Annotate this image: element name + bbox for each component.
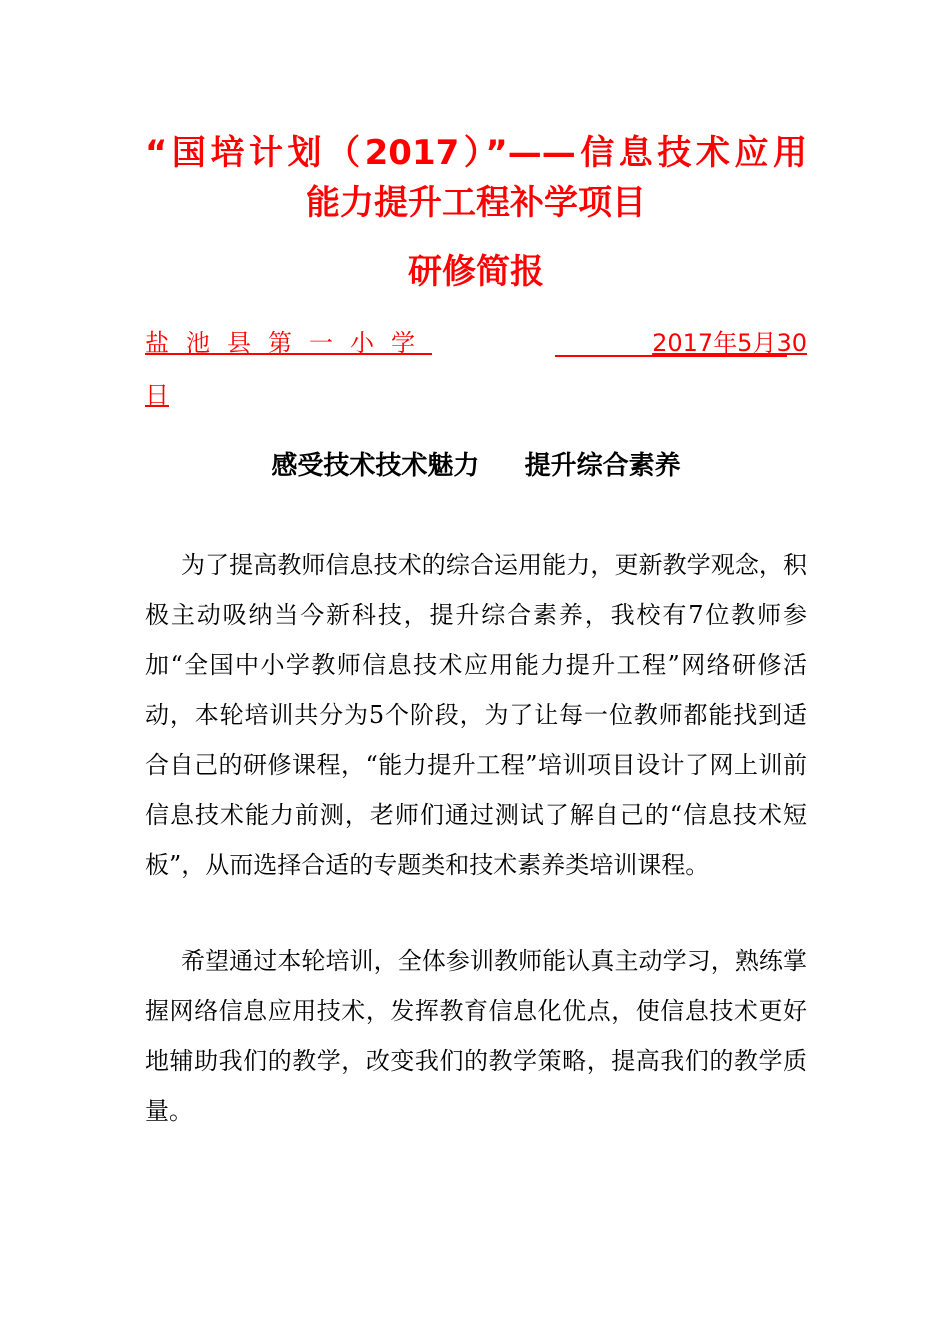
report-date-day: 日 xyxy=(145,381,169,409)
school-date-line xyxy=(145,328,807,360)
report-date: 2017年5月30 xyxy=(652,329,807,357)
school-name: 盐池县第一小学 xyxy=(145,329,432,357)
document-title-line-2: 能力提升工程补学项目 xyxy=(306,183,646,223)
body-paragraph-2: 希望通过本轮培训，全体参训教师能认真主动学习，熟练掌握网络信息应用技术，发挥教育信息化优点，使信息技术更好地辅助我们的教学，改变我们的教学策略，提高我们的教学质量。 xyxy=(145,947,807,1125)
body-paragraph-1: 为了提高教师信息技术的综合运用能力，更新教学观念，积极主动吸纳当今新科技，提升综合素养，我校有7位教师参加“全国中小学教师信息技术应用能力提升工程”网络研修活动，本轮培训共分为5个阶段，为了让每一位教师都能找到适合自己的研修课程，“能力提升工程”培训项目设计了网上训前信息技术能力前测，老师们通过测试了解自己的“信息技术短板”，从而选择合适的专题类和技术素养类培训课程。 xyxy=(145,551,807,879)
document-subtitle: 研修简报 xyxy=(408,252,544,292)
article-heading: 感受技术技术魅力 提升综合素养 xyxy=(271,451,681,481)
document-title-line-1: “国培计划（2017）”——信息技术应用 xyxy=(145,133,807,173)
